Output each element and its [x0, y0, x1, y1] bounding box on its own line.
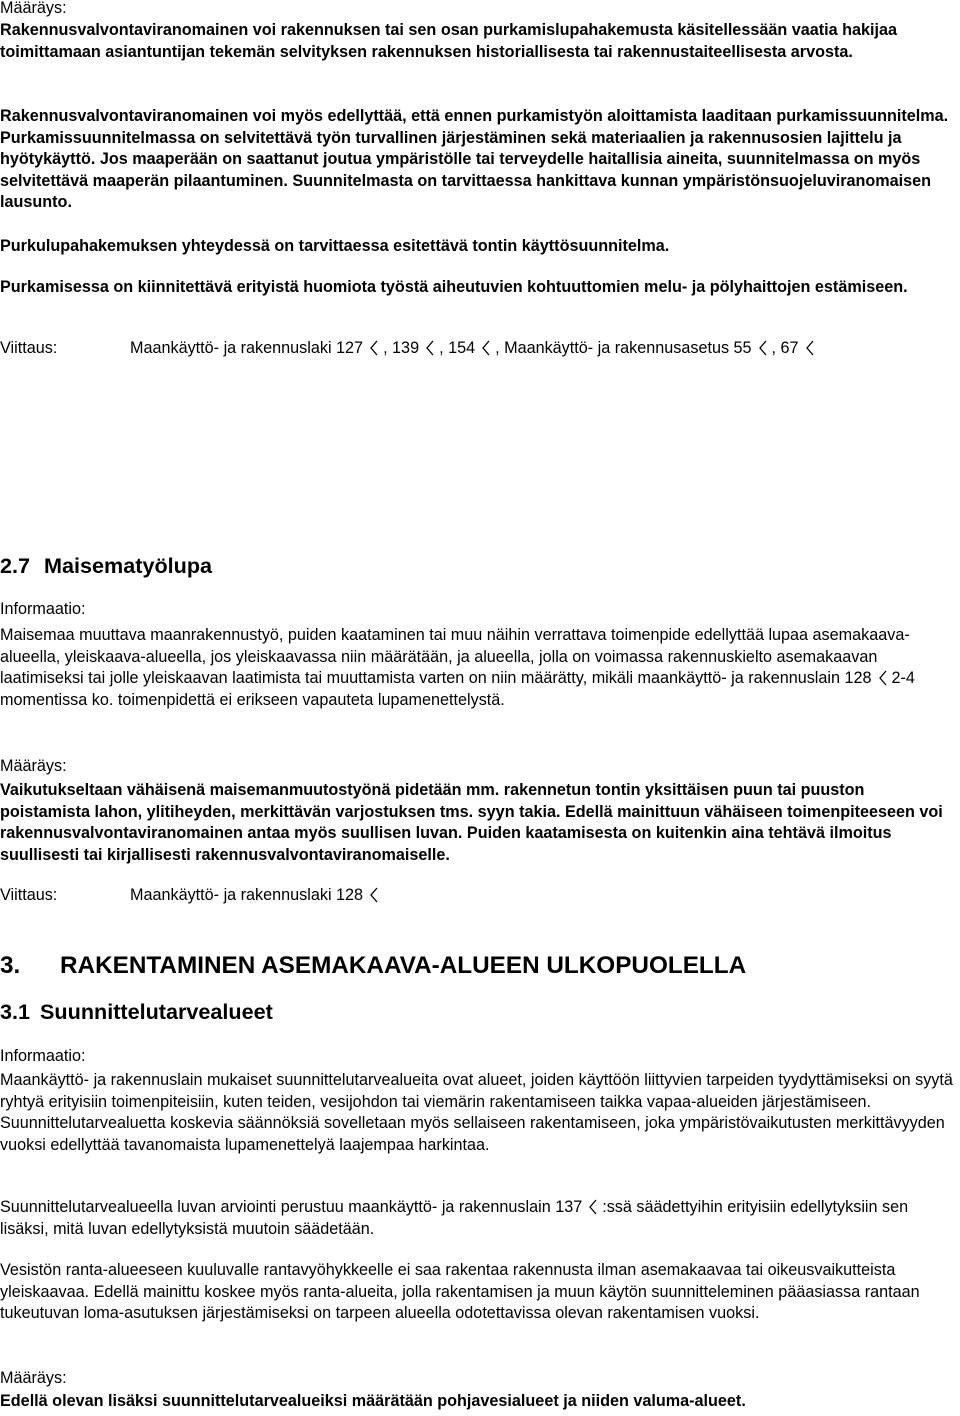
informaatio-text-b: 2-4 momentissa ko. toimenpidettä ei erikseen vapauteta lupamenettelystä. [0, 669, 915, 709]
paragraph-link-icon[interactable] [758, 340, 768, 356]
paragraph-link-icon[interactable] [425, 340, 435, 356]
informaatio-text-a: Maisemaa muuttava maanrakennustyö, puiden kaataminen tai muu näihin verrattava toimenpide edellyttää lupaa asemakaava-alueella, yleiskaava-alueella, jos yleiskaavassa niin määrätään, ja alueella, jolla on voimassa rakennuskielto asemakaavan laatimiseksi tai jolle yleiskaavan laatimista tai muuttamista varten on niin määrätty, mikäli maankäyttö- ja rakennuslain 128 [0, 626, 910, 688]
informaatio-text-3: Vesistön ranta-alueeseen kuuluvalle rantavyöhykkeelle ei saa rakentaa rakennusta ilman asemakaavaa tai oikeusvaikutteista yleiskaavaa. Edellä mainittu koskee myös ranta-alueita, jolla rakentamisen ja muun käytön suunnitteleminen pääasiassa rantaan tukeutuvan loma-asutuksen järjestämiseksi on tarpeen alueella odotettavissa olevan rakentamisen vuoksi. [0, 1261, 920, 1323]
maarays-text: Vaikutukseltaan vähäisenä maisemanmuutostyönä pidetään mm. rakennetun tontin yksittäisen puun tai puuston poistamista lahon, ylitiheyden, merkittävän varjostuksen tms. syyn takia. Edellä mainittuun vähäiseen toimenpiteeseen voi rakennusvalvontaviranomainen antaa myös suullisen luvan. Puiden kaatamisesta on kuitenkin aina tehtävä ilmoitus suullisesti tai kirjallisesti rakennusvalvontaviranomaiselle. [0, 781, 943, 864]
maarays-text-site-plan: Purkulupahakemuksen yhteydessä on tarvittaessa esitettävä tontin käyttösuunnitelma. [0, 237, 670, 255]
informaatio-text-2 [0, 1197, 958, 1240]
paragraph-link-icon[interactable] [588, 1199, 598, 1215]
maarays-label: Määräys: [0, 0, 67, 17]
section-title: RAKENTAMINEN ASEMAKAAVA-ALUEEN ULKOPUOLELLA [60, 952, 747, 979]
paragraph-link-icon[interactable] [805, 340, 815, 356]
section-heading-3 [0, 951, 746, 981]
section-title: Maisematyölupa [44, 553, 213, 578]
viittaus-ref[interactable]: Maankäyttö- ja rakennuslaki 128 [130, 886, 364, 904]
informaatio-label: Informaatio: [0, 600, 86, 618]
section-number: 3.1 [0, 999, 31, 1024]
section-number: 3. [0, 952, 21, 979]
viittaus-ref[interactable]: , 139 [383, 339, 420, 357]
informaatio-text: Maankäyttö- ja rakennuslain mukaiset suunnittelutarvealueita ovat alueet, joiden käyttöön liittyvien tarpeiden tyydyttämiseksi on syytä ryhtyä erityisiin toimenpiteisiin, kuten teiden, vesijohdon tai viemärin rakentamiseen taikka vapaa-alueiden järjestämiseen. Suunnittelutarvealuetta koskevia säännöksiä sovelletaan myös sellaiseen rakentamiseen, joka ympäristövaikutusten merkittävyyden vuoksi edellyttää tavanomaista lupamenettelyä laajempaa harkintaa. [0, 1071, 953, 1154]
maarays-text: Edellä olevan lisäksi suunnittelutarvealueiksi määrätään pohjavesialueet ja niiden valuma-alueet. [0, 1392, 746, 1410]
informaatio-label: Informaatio: [0, 1047, 86, 1065]
viittaus-ref[interactable]: , Maankäyttö- ja rakennusasetus 55 [495, 339, 752, 357]
maarays-text-noise: Purkamisessa on kiinnitettävä erityistä huomiota työstä aiheutuvien kohtuuttomien melu- ja pölyhaittojen estämiseen. [0, 278, 908, 296]
paragraph-link-icon[interactable] [878, 670, 888, 686]
maarays-label: Määräys: [0, 1369, 67, 1387]
informaatio-text [0, 625, 958, 711]
section-heading-3-1 [0, 999, 273, 1025]
paragraph-link-icon[interactable] [369, 887, 379, 903]
viittaus-label: Viittaus: [0, 886, 58, 904]
section-heading-2-7 [0, 553, 212, 579]
viittaus-row-1 [0, 338, 958, 360]
maarays-text: Rakennusvalvontaviranomainen voi rakennuksen tai sen osan purkamislupahakemusta käsitellessään vaatia hakijaa toimittamaan asiantuntijan tekemän selvityksen rakennuksen historiallisesta tai rakennustaiteellisesta arvosta. [0, 21, 897, 61]
viittaus-ref[interactable]: , 154 [439, 339, 476, 357]
viittaus-row-2 [0, 885, 958, 907]
viittaus-ref[interactable]: , 67 [771, 339, 799, 357]
viittaus-ref[interactable]: Maankäyttö- ja rakennuslaki 127 [130, 339, 364, 357]
informaatio-text-2a: Suunnittelutarvealueella luvan arviointi perustuu maankäyttö- ja rakennuslain 137 [0, 1198, 583, 1216]
paragraph-link-icon[interactable] [369, 340, 379, 356]
paragraph-link-icon[interactable] [481, 340, 491, 356]
viittaus-label: Viittaus: [0, 339, 58, 357]
maarays-text-demolition-plan: Rakennusvalvontaviranomainen voi myös edellyttää, että ennen purkamistyön aloittamista laaditaan purkamissuunnitelma. Purkamissuunnitelmassa on selvitettävä työn turvallinen järjestäminen sekä materiaalien ja rakennusosien lajittelu ja hyötykäyttö. Jos maaperään on saattanut joutua ympäristölle tai terveydelle haitallisia aineita, suunnitelmassa on myös selvitettävä maaperän pilaantuminen. Suunnitelmasta on tarvittaessa hankittava kunnan ympäristönsuojeluviranomaisen lausunto. [0, 107, 949, 212]
section-number: 2.7 [0, 553, 31, 578]
informaatio-text-2b: :ssä säädettyihin erityisiin edellytyksiin sen lisäksi, mitä luvan edellytyksistä muutoin säädetään. [0, 1198, 909, 1238]
maarays-label: Määräys: [0, 757, 67, 775]
section-title: Suunnittelutarvealueet [40, 999, 273, 1024]
